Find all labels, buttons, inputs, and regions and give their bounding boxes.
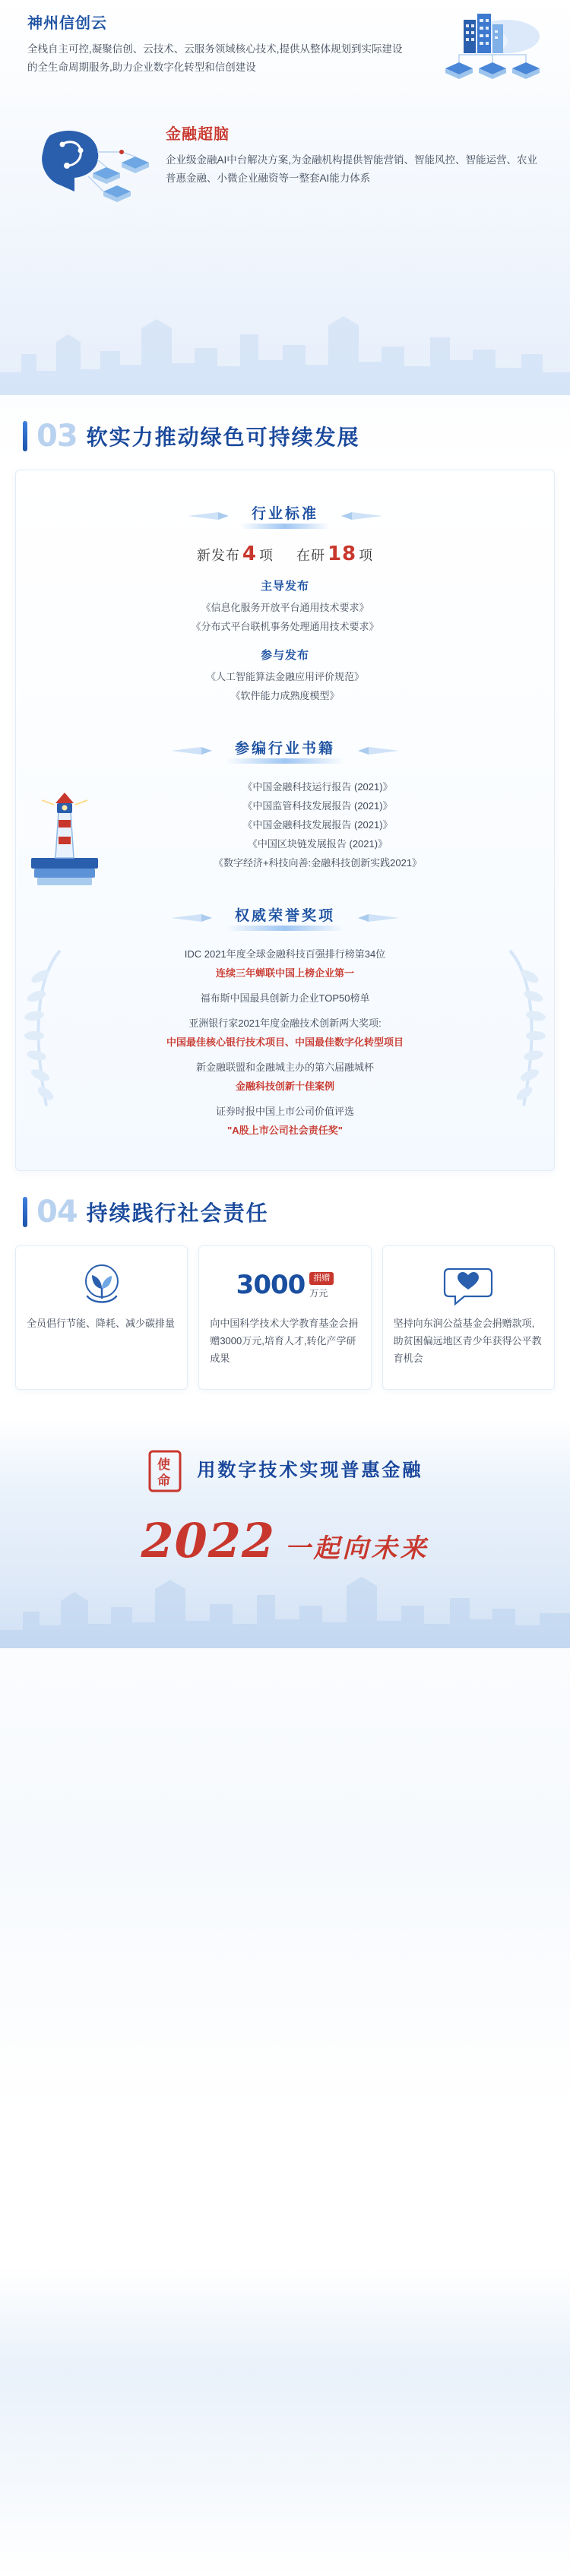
- section-03-panel: [15, 470, 555, 1171]
- award-item-text: IDC 2021年度全球金融科技百强排行榜第34位: [184, 948, 386, 960]
- ribbon-left-icon: [171, 913, 212, 922]
- awards-heading-label: 权威荣誉奖项: [215, 901, 355, 931]
- eco-hand-plant-icon: [27, 1263, 176, 1307]
- product-2-text: [166, 122, 543, 188]
- award-item: 亚洲银行家2021年度金融技术创新两大奖项:: [188, 1017, 382, 1029]
- ai-brain-icon: [27, 122, 155, 207]
- award-item-highlight: 金融科技创新十佳案例: [235, 1081, 334, 1092]
- footer-year-slogan: 一起向未来: [284, 1534, 429, 1563]
- donation-amount: [210, 1263, 359, 1307]
- section-accent-bar: [23, 1197, 27, 1227]
- award-item: 证券时报中国上市公司价值评选: [215, 1106, 354, 1117]
- award-item-highlight: "A股上市公司社会责任奖": [227, 1125, 343, 1136]
- product-1-text: [27, 11, 404, 77]
- csr-card-donation: [198, 1245, 371, 1390]
- standards-new-count: 4: [242, 543, 257, 565]
- book-item: 《中国金融科技运行报告 (2021)》: [242, 781, 393, 793]
- standards-heading: [16, 499, 554, 529]
- ribbon-left-icon: [171, 745, 212, 755]
- awards-heading: [16, 901, 554, 931]
- section-03-heading: [0, 419, 570, 454]
- standards-new-unit: 项: [258, 548, 274, 563]
- product-card-1: [0, 0, 570, 96]
- award-item-highlight: [46, 1033, 524, 1052]
- mission-seal-icon: [147, 1449, 182, 1493]
- svg-text:命: 命: [157, 1473, 173, 1489]
- product-2-title: 金融超脑: [166, 126, 230, 143]
- standards-lead-item: 《分布式平台联机事务处理通用技术要求》: [191, 621, 379, 632]
- footer-skyline-decoration: [0, 1557, 570, 1648]
- product-1-title: 神州信创云: [27, 15, 107, 32]
- standards-summary: [16, 543, 554, 565]
- section-accent-bar: [23, 421, 27, 451]
- award-item: 新金融联盟和金融城主办的第六届融城杯: [195, 1062, 374, 1073]
- standards-lead-item: 《信息化服务开放平台通用技术要求》: [201, 602, 369, 613]
- product-2-desc: 企业级金融AI中台解决方案,为金融机构提供智能营销、智能风控、智能运营、农业普惠金融、小微企业融资等一整套AI能力体系: [166, 154, 538, 184]
- book-item: 《中国监管科技发展报告 (2021)》: [242, 800, 393, 812]
- books-block: [16, 777, 554, 872]
- award-item-highlight: 连续三年蝉联中国上榜企业第一: [215, 967, 354, 979]
- csr-cards: [15, 1245, 555, 1390]
- skyline-decoration: [0, 281, 570, 395]
- award-highlight-text: 中国最佳核心银行技术项目、中国最佳数字化转型项目: [166, 1036, 404, 1048]
- csr-card-education: [382, 1245, 555, 1390]
- ribbon-left-icon: [188, 511, 229, 520]
- standards-join-item: 《人工智能算法金融应用评价规范》: [205, 671, 364, 682]
- product-section: [0, 0, 570, 395]
- product-card-2: [0, 96, 570, 207]
- awards-block: [16, 945, 554, 1140]
- section-03-number: 03: [36, 419, 78, 454]
- section-04-heading: [0, 1197, 570, 1227]
- lighthouse-books-icon: [28, 773, 101, 887]
- standards-join-label: 参与发布: [260, 649, 309, 662]
- standards-lead-label: 主导发布: [260, 580, 309, 593]
- ribbon-right-icon: [358, 913, 399, 922]
- section-04-title: 持续践行社会责任: [86, 1201, 269, 1225]
- footer-banner: [0, 1420, 570, 1648]
- donation-badge: 捐赠: [309, 1272, 334, 1285]
- csr-card-education-text: 坚持向东润公益基金会捐赠款项,助贫困偏远地区青少年获得公平教育机会: [393, 1318, 542, 1364]
- donation-unit-group: [309, 1271, 334, 1299]
- donation-unit: 万元: [309, 1288, 328, 1299]
- standards-heading-label: 行业标准: [232, 499, 338, 529]
- books-heading-label: 参编行业书籍: [215, 734, 355, 764]
- standards-join-item: 《软件能力成熟度模型》: [230, 690, 340, 701]
- section-03-title: 软实力推动绿色可持续发展: [86, 426, 360, 449]
- book-item: 《中国区块链发展报告 (2021)》: [247, 838, 388, 850]
- standards-research-count: 18: [327, 543, 357, 565]
- standards-summary-mid: 在研: [296, 548, 325, 563]
- book-item: 《中国金融科技发展报告 (2021)》: [242, 819, 393, 831]
- csr-card-energy-text: 全员倡行节能、降耗、减少碳排量: [27, 1318, 176, 1329]
- csr-card-donation-text: 向中国科学技术大学教育基金会捐赠3000万元,培育人才,转化产学研成果: [210, 1318, 359, 1364]
- svg-text:使: 使: [157, 1457, 173, 1473]
- book-item: 《数字经济+科技向善:金融科技创新实践2021》: [213, 857, 423, 869]
- heart-chat-icon: [394, 1263, 543, 1307]
- standards-summary-prefix: 新发布: [196, 548, 240, 563]
- ribbon-right-icon: [358, 745, 399, 755]
- footer-slogan-text: 用数字技术实现普惠金融: [197, 1460, 423, 1481]
- product-1-desc: 全栈自主可控,凝聚信创、云技术、云服务领域核心技术,提供从整体规划到实际建设的全生命周期服务,助力企业数字化转型和信创建设: [27, 43, 403, 73]
- standards-research-unit: 项: [359, 548, 374, 563]
- section-04-number: 04: [36, 1195, 78, 1229]
- award-item: [46, 945, 524, 964]
- footer-year: 2022: [141, 1513, 276, 1568]
- footer-slogan-row: [0, 1420, 570, 1493]
- ribbon-right-icon: [341, 511, 382, 520]
- books-heading: [16, 734, 554, 764]
- award-item: 福布斯中国最具创新力企业TOP50榜单: [200, 992, 370, 1004]
- donation-number: 3000: [236, 1270, 306, 1300]
- csr-card-energy: [15, 1245, 188, 1390]
- cloud-servers-icon: [415, 11, 543, 96]
